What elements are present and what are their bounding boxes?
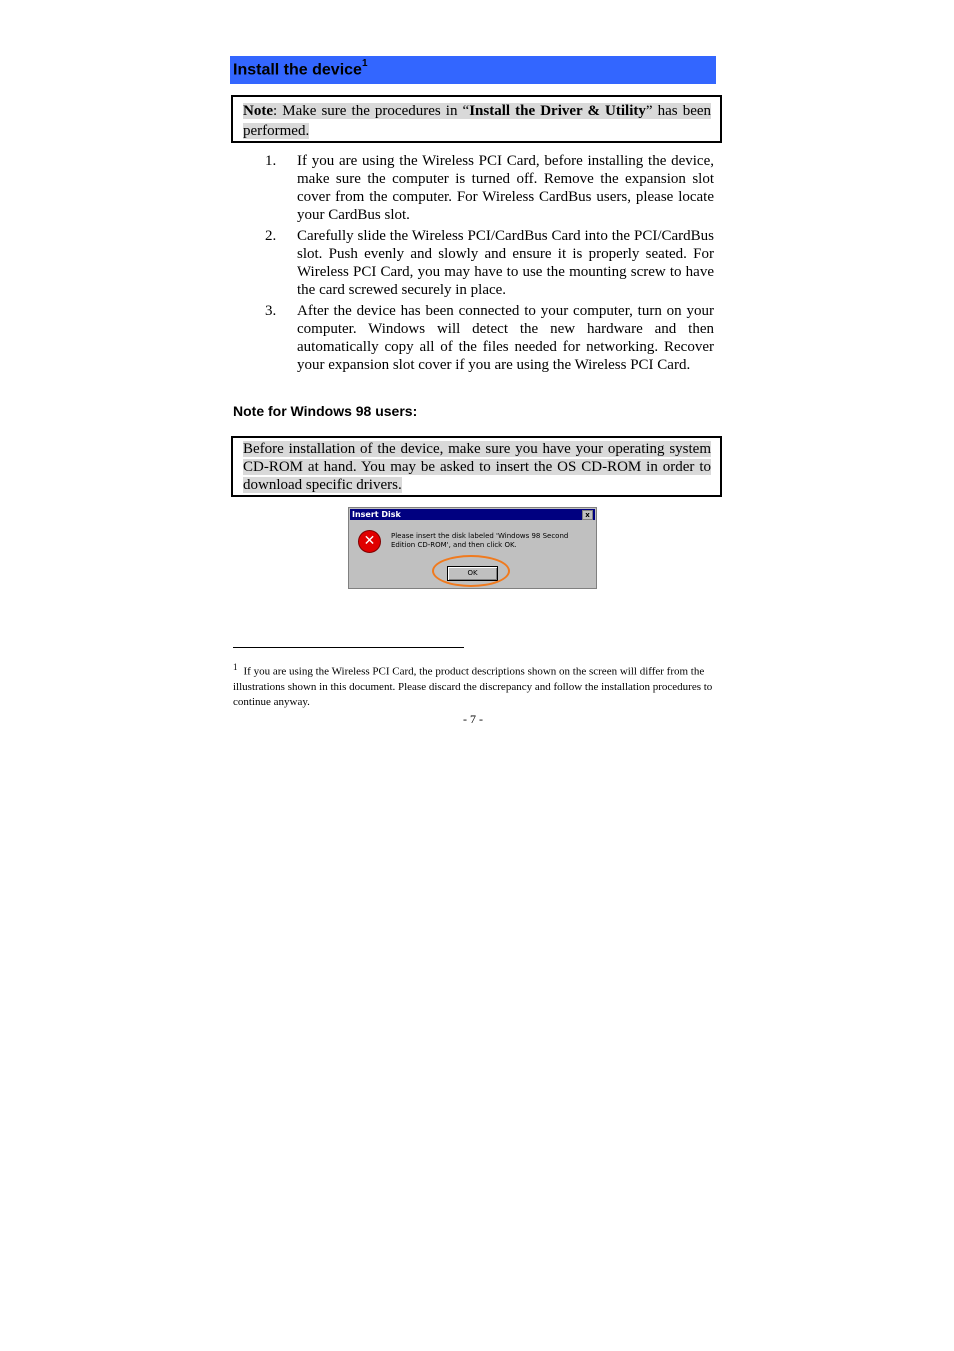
footnote-divider: [233, 647, 464, 648]
install-steps-list: [262, 152, 714, 377]
note-bold-text: Install the Driver & Utility: [469, 103, 646, 119]
list-item: 2. Carefully slide the Wireless PCI/CardBus Card into the PCI/CardBus slot. Push evenly and slowly and ensure it is properly seated. For Wireless PCI Card, you may have to use the mounting screw to have the card screwed securely in place.: [265, 228, 714, 298]
win98-note-box: [231, 436, 722, 497]
dialog-title-bar: [350, 509, 595, 520]
footnote-reference: 1: [361, 58, 368, 69]
dialog-message: Please insert the disk labeled 'Windows 98 Second Edition CD-ROM', and then click OK.: [391, 532, 569, 549]
win98-note-text: Before installation of the device, make sure you have your operating system CD-ROM at hand. You may be asked to insert the OS CD-ROM in order to download specific drivers.: [243, 441, 711, 493]
page-number: - 7 -: [463, 712, 483, 726]
dialog-title: Insert Disk: [352, 510, 401, 519]
ok-highlight-circle: [432, 555, 510, 587]
win98-note-heading: Note for Windows 98 users:: [233, 403, 418, 419]
section-title: Install the device$^1$: [233, 58, 368, 79]
ok-button[interactable]: OK: [447, 566, 498, 581]
footnote-mark: 1: [233, 662, 238, 672]
section-heading-bar: [230, 56, 716, 84]
close-icon[interactable]: x: [582, 510, 593, 520]
driver-note-text: Note: Make sure the procedures in “Install the Driver & Utility” has been performed.: [243, 103, 712, 139]
list-item: 3. After the device has been connected to your computer, turn on your computer. Windows will detect the new hardware and then automatically copy all of the files needed for networking. Recover your expansion slot cover if you are using the Wireless PCI Card.: [265, 303, 714, 373]
driver-note-box: [231, 95, 722, 143]
note-label: Note: [243, 103, 273, 119]
list-item: 1. If you are using the Wireless PCI Card, before installing the device, make sure the computer is turned off. Remove the expansion slot cover from the computer. For Wireless CardBus users, please locate your CardBus slot.: [265, 153, 714, 223]
footnote: $^1$ If you are using the Wireless PCI Card, the product descriptions shown on the screen will differ from the illustrations shown in this document. Please discard the discrepancy and follow the installation procedures to continue anyway.: [233, 662, 713, 708]
error-icon: ✕: [358, 530, 381, 553]
